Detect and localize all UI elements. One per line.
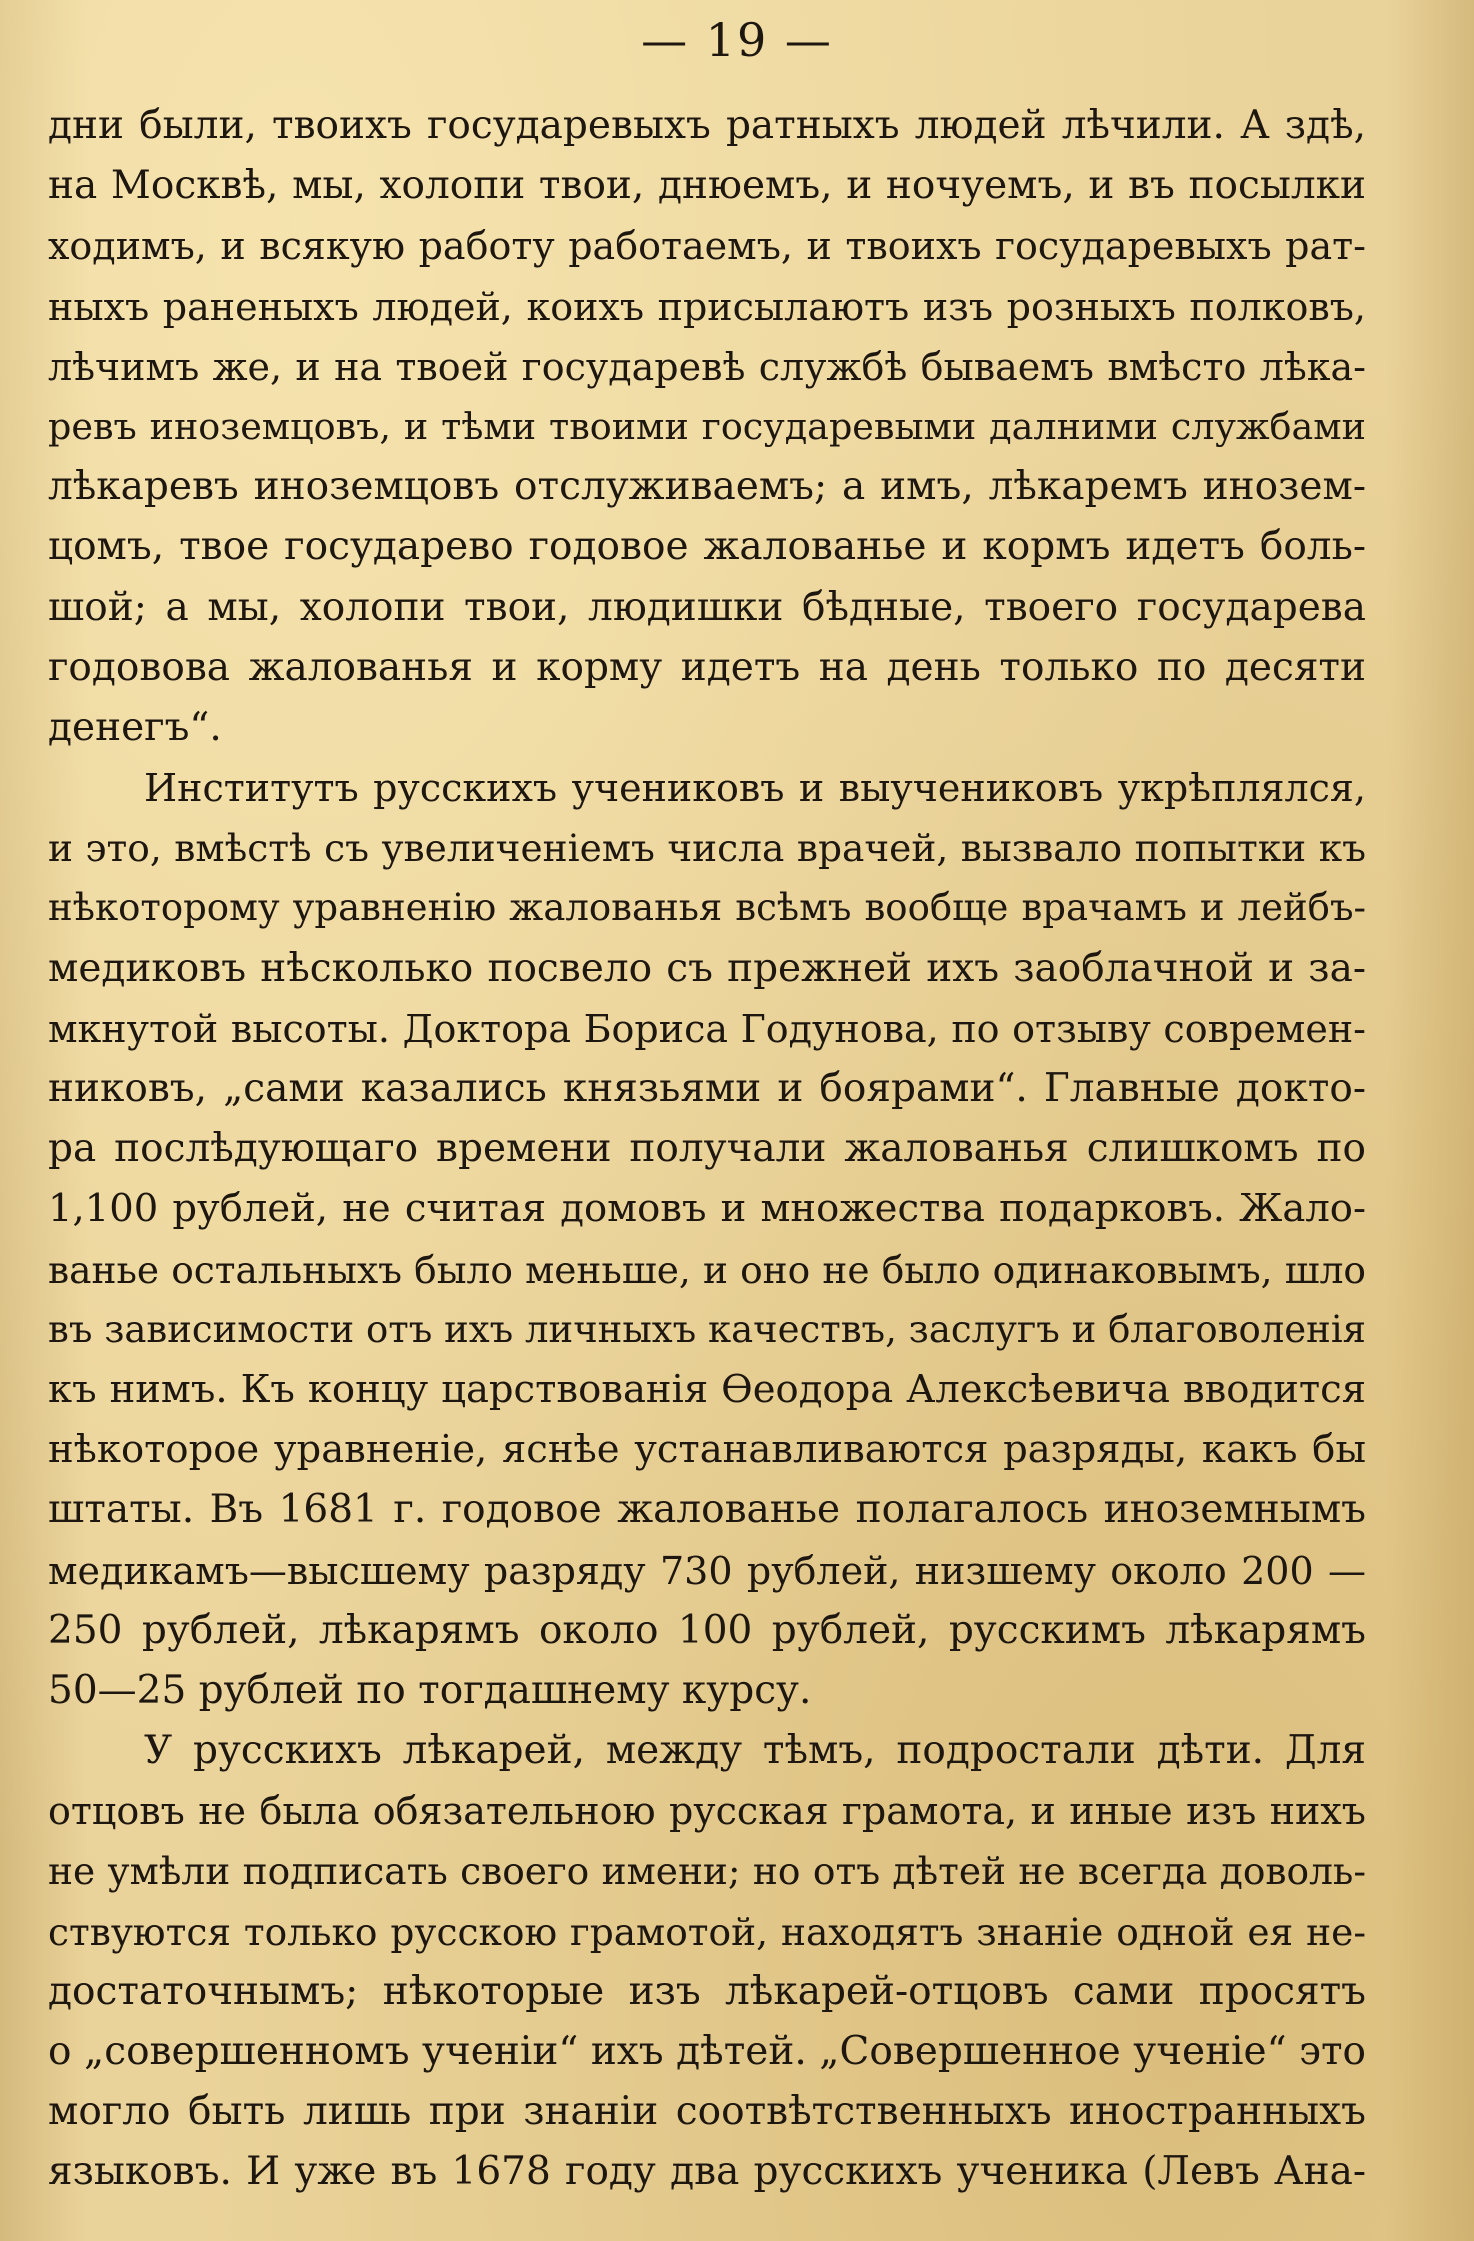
text-line: не умѣли подписать своего имени; но отъ дѣтей не всегда доволь- [48,1849,1366,1894]
text-line: и это, вмѣстѣ съ увеличенiемъ числа врачей, вызвало попытки къ [48,826,1366,871]
text-line: ревъ иноземцовъ, и тѣми твоими государевыми далними службами [48,404,1366,448]
text-line: нѣкоторому уравненiю жалованья всѣмъ вообще врачамъ и лейбъ- [48,886,1366,930]
text-line: отцовъ не была обязательною русская грамота, и иные изъ нихъ [48,1789,1366,1834]
text-line: ствуются только русскою грамотой, находятъ знанiе одной ея не- [48,1909,1366,1954]
text-line: Институтъ русскихъ учениковъ и выучениковъ укрѣплялся, [144,766,1366,811]
text-line: лѣчимъ же, и на твоей государевѣ службѣ бываемъ вмѣсто лѣка- [48,344,1366,389]
page-number: — 19 — [641,13,833,67]
text-line: могло быть лишь при знанiи соотвѣтственныхъ иностранныхъ [48,2089,1366,2135]
text-line: въ зависимости отъ ихъ личныхъ качествъ, заслугъ и благоволенiя [48,1307,1366,1351]
text-line: языковъ. И уже въ 1678 году два русскихъ ученика (Левъ Ана- [48,2149,1366,2195]
text-line: ныхъ раненыхъ людей, коихъ присылаютъ изъ розныхъ полковъ, [48,284,1366,329]
text-line: У русскихъ лѣкарей, между тѣмъ, подростали дѣти. Для [144,1728,1366,1774]
text-line: 250 рублей, лѣкарямъ около 100 рублей, русскимъ лѣкарямъ [48,1607,1366,1653]
text-line: цомъ, твое государево годовое жалованье и кормъ идетъ боль- [48,524,1366,570]
text-line: денегъ“. [48,704,222,750]
text-line: къ нимъ. Къ концу царствованiя Өеодора Алексѣевича вводится [48,1366,1366,1412]
text-line: медикамъ—высшему разряду 730 рублей, низшему около 200 — [48,1548,1366,1593]
text-line: дни были, твоихъ государевыхъ ратныхъ людей лѣчили. А здѣ, [48,103,1366,148]
text-line: 1,100 рублей, не считая домовъ и множества подарковъ. Жало- [48,1186,1366,1232]
text-line: штаты. Въ 1681 г. годовое жалованье полагалось иноземнымъ [48,1487,1366,1533]
text-line: ра послѣдующаго времени получали жалованья слишкомъ по [48,1126,1366,1172]
text-line: нѣкоторое уравненiе, яснѣе устанавливаются разряды, какъ бы [48,1427,1366,1473]
text-line: на Москвѣ, мы, холопи твои, днюемъ, и ночуемъ, и въ посылки [48,163,1366,209]
text-line: шой; а мы, холопи твои, людишки бѣдные, твоего государева [48,584,1366,630]
text-line: годовова жалованья и корму идетъ на день только по десяти [48,644,1366,690]
text-line: достаточнымъ; нѣкоторые изъ лѣкарей-отцовъ сами просятъ [48,1968,1366,2014]
text-line: лѣкаревъ иноземцовъ отслуживаемъ; а имъ, лѣкаремъ инозем- [48,464,1366,510]
text-line: мкнутой высоты. Доктора Бориса Годунова, по отзыву современ- [48,1006,1366,1051]
text-line: медиковъ нѣсколько посвело съ прежней ихъ заоблачной и за- [48,945,1366,991]
text-line: ходимъ, и всякую работу работаемъ, и твоихъ государевыхъ рат- [48,224,1366,269]
text-line: никовъ, „сами казались князьями и боярами“. Главные доктo- [48,1066,1366,1111]
text-line: о „совершенномъ ученiи“ ихъ дѣтей. „Совершенное ученiе“ это [48,2029,1366,2074]
text-line: 50—25 рублей по тогдашнему курсу. [48,1667,812,1713]
text-line: ванье остальныхъ было меньше, и оно не было одинаковымъ, шло [48,1247,1366,1292]
body-text [48,96,1366,2203]
